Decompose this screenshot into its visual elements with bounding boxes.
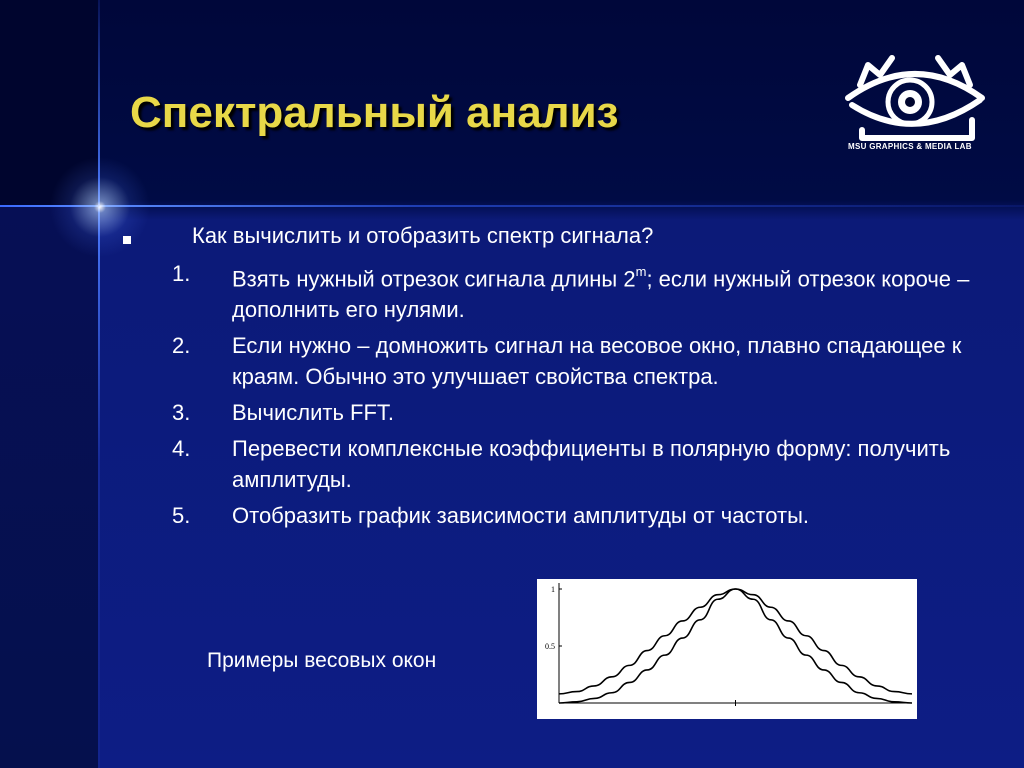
- step-number: 2.: [172, 333, 191, 359]
- step-number: 5.: [172, 503, 191, 529]
- list-item: [172, 397, 1002, 428]
- step-text-part: Взять нужный отрезок сигнала длины 2: [232, 266, 636, 292]
- horizontal-divider: [0, 205, 1024, 207]
- vertical-divider: [98, 0, 100, 768]
- logo-text: MSU GRAPHICS & MEDIA LAB: [848, 142, 972, 151]
- step-number: 4.: [172, 436, 191, 462]
- list-item: [172, 433, 1002, 495]
- slide-title: Спектральный анализ: [130, 88, 619, 137]
- list-item: [172, 258, 1002, 325]
- step-text-part: ; если нужный отрезок короче – дополнить его нулями.: [232, 266, 970, 323]
- step-text: Вычислить FFT.: [232, 400, 395, 426]
- chart-caption: Примеры весовых окон: [207, 649, 437, 672]
- step-number: 1.: [172, 261, 191, 286]
- series-line-1: [559, 589, 912, 694]
- step-text: Перевести комплексные коэффициенты в полярную форму: получить амплитуды.: [232, 436, 951, 493]
- step-superscript: m: [635, 264, 647, 279]
- window-chart-svg: [537, 579, 917, 719]
- series-line-2: [559, 589, 912, 703]
- steps-list: [172, 258, 1002, 536]
- list-item: [172, 500, 1002, 531]
- question-text: Как вычислить и отобразить спектр сигнала?: [192, 223, 654, 248]
- y-tick-label: 1: [551, 585, 555, 594]
- left-band: [0, 205, 98, 768]
- star-glow: [50, 157, 150, 257]
- step-text: Если нужно – домножить сигнал на весовое окно, плавно спадающее к краям. Обычно это улучшает свойства спектра.: [232, 333, 962, 390]
- step-text: Отобразить график зависимости амплитуды от частоты.: [232, 503, 810, 529]
- step-text: [232, 258, 1002, 325]
- window-chart: [537, 579, 917, 719]
- list-item: [172, 330, 1002, 392]
- bullet-icon: [123, 236, 131, 244]
- step-number: 3.: [172, 400, 191, 426]
- y-tick-label: 0.5: [545, 642, 555, 651]
